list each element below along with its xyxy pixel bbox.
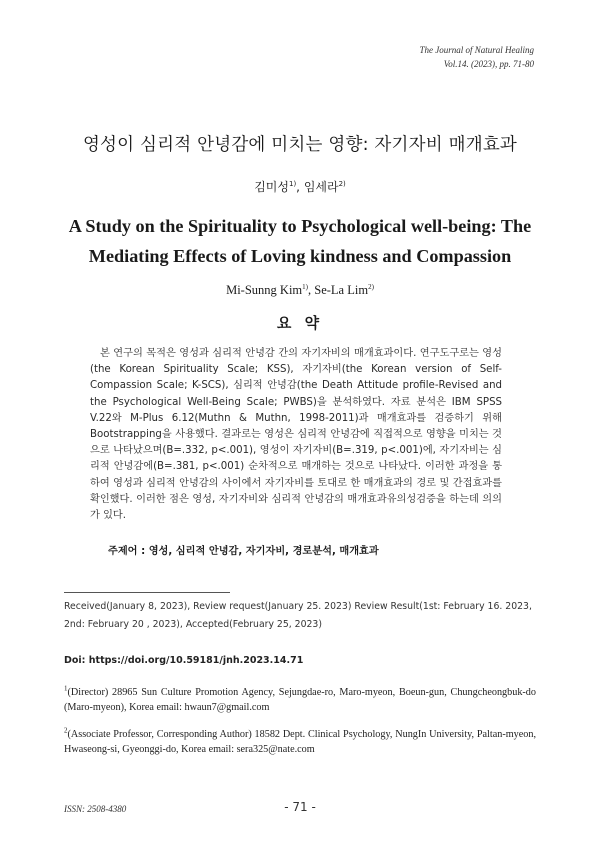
abstract-heading: 요 약	[276, 314, 324, 332]
author-1-mark: 1)	[288, 180, 297, 188]
footnote-1-text: (Director) 28965 Sun Culture Promotion Agency, Sejungdae-ro, Maro-myeon, Boeun-gun, Chungcheongbuk-do (Maro-myeon), Korea email: hwaun7@gmail.com	[64, 687, 536, 713]
footnote-1-mark: 1	[64, 684, 68, 693]
abstract-body: 본 연구의 목적은 영성과 심리적 안녕감 간의 자기자비의 매개효과이다. 연구도구로는 영성(the Korean Spirituality Scale; KSS), 자기자비(the Korean version of Self-Compassion Scale; K-SCS), 심리적 안녕감(the Death Attitude profile-Revised and the Psychological Well-Being Scale; PWBS)을 분석하였다. 자료 분석은 IBM SPSS V.22와 M-Plus 6.12(Muthn & Muthn, 1998-2011)과 매개효과를 검증하기 위해 Bootstrapping을 사용했다. 결과로는 영성은 심리적 안녕감에 직접적으로 영향을 미치는 것으로 나타났으며(B=.332, p<.001), 영성이 자기자비(B=.319, p<.001)에, 자기자비는 심리적 안녕감에(B=.381, p<.001) 순차적으로 매개하는 것으로 나타났다. 이러한 과정을 통하여 영성과 심리적 안녕감의 사이에서 자기자비를 토대로 한 매개효과의 경로 및 간접효과를 확인했다. 이러한 점은 영성, 자기자비와 심리적 안녕감의 매개효과유의성검증을 하는데 의의가 있다.	[90, 348, 502, 522]
doi-link[interactable]: Doi: https://doi.org/10.59181/jnh.2023.14.71	[64, 655, 304, 666]
footnote-divider	[64, 592, 230, 593]
footnote-1	[64, 685, 536, 715]
author-2-kr: 임세라	[303, 180, 339, 194]
author-2-en-mark: 2)	[368, 282, 374, 291]
korean-title: 영성이 심리적 안녕감에 미치는 영향: 자기자비 매개효과	[82, 135, 518, 155]
english-authors	[0, 283, 600, 298]
footnote-2-mark: 2	[64, 726, 68, 735]
author-1-en-mark: 1)	[302, 282, 308, 291]
author-2-en: Se-La Lim	[314, 283, 369, 297]
footnote-2-text: (Associate Professor, Corresponding Author) 18582 Dept. Clinical Psychology, NungIn University, Paltan-myeon, Hwaseong-si, Gyeonggi-do, Korea email: sera325@nate.com	[64, 729, 536, 755]
author-1-kr: 김미성	[254, 180, 289, 194]
english-title: A Study on the Spirituality to Psychological well-being: The Mediating Effects of Loving kindness and Compassion	[68, 216, 532, 266]
page-number: - 71 -	[284, 800, 316, 814]
korean-authors	[0, 178, 600, 195]
author-1-en: Mi-Sunng Kim	[226, 283, 303, 297]
footnote-2	[64, 727, 536, 757]
keywords: 주제어 : 영성, 심리적 안녕감, 자기자비, 경로분석, 매개효과	[108, 546, 379, 557]
issn: ISSN: 2508-4380	[64, 804, 127, 814]
author-2-mark: 2)	[338, 180, 346, 188]
author-separator: ,	[296, 180, 304, 194]
received-dates: Received(January 8, 2023), Review request(January 25. 2023) Review Result(1st: February 16. 2023, 2nd: February 20 , 2023), Accepted(February 25, 2023)	[64, 601, 532, 630]
author-en-separator: ,	[308, 283, 315, 297]
journal-name: The Journal of Natural Healing	[419, 45, 534, 55]
volume-pages: Vol.14. (2023), pp. 71-80	[443, 59, 534, 69]
